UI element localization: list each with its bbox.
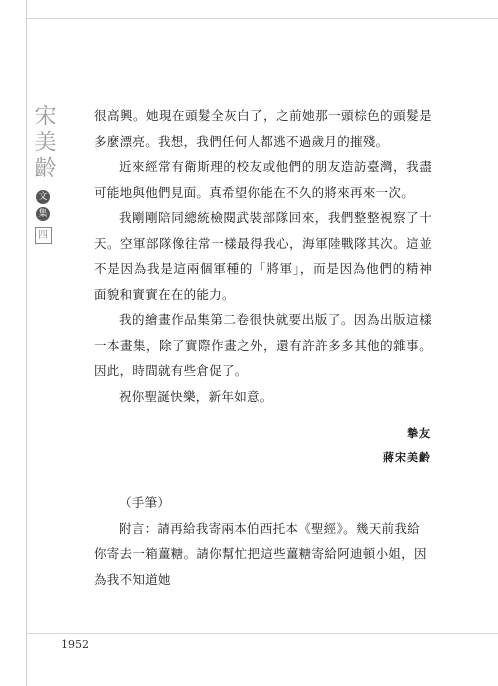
left-margin-rule xyxy=(26,0,27,686)
side-book-title xyxy=(30,104,56,244)
signature-name: 蔣宋美齡 xyxy=(383,451,431,464)
paragraph-1: 很高興。她現在頭髮全灰白了，之前她那一頭棕色的頭髮是多麼漂亮。我想，我們任何人都逃不過歲月的摧殘。 xyxy=(94,108,432,149)
side-badges xyxy=(35,190,52,244)
paragraph-4: 我的繪畫作品集第二卷很快就要出版了。因為出版這樣一本畫集，除了實際作畫之外，還有許許多多其他的雜事。因此，時間就有些倉促了。 xyxy=(94,312,432,378)
side-title-text: 宋美齡 xyxy=(31,104,56,182)
paragraph-2: 近來經常有衛斯理的校友或他們的朋友造訪臺灣，我盡可能地與他們見面。真希望你能在不久的將來再來一次。 xyxy=(94,159,432,200)
bottom-rule xyxy=(26,633,498,634)
badge-volume: 四 xyxy=(35,227,52,244)
signature-closing: 摯友 xyxy=(407,427,431,440)
postscript-text: 附言：請再給我寄兩本伯西托本《聖經》。幾天前我給你寄去一箱薑糖。請你幫忙把這些薑糖寄給阿迪頓小姐，因為我不知道她 xyxy=(94,520,427,587)
paragraph-3: 我剛剛陪同總統檢閱武裝部隊回來，我們整整視察了十天。空軍部隊像往常一樣最得我心，海軍陸戰隊其次。這並不是因為我是這兩個軍種的「將軍」，而是因為他們的精神面貌和實實在在的能力。 xyxy=(94,210,432,302)
badge-ji: 集 xyxy=(36,207,50,221)
postscript-tag: （手筆） xyxy=(119,495,171,510)
page-number: 1952 xyxy=(61,638,89,651)
letter-body xyxy=(94,103,432,409)
postscript xyxy=(94,490,432,592)
top-rule xyxy=(26,18,498,19)
badge-wen: 文 xyxy=(36,190,50,204)
paragraph-5: 祝你聖誕快樂，新年如意。 xyxy=(119,388,273,404)
